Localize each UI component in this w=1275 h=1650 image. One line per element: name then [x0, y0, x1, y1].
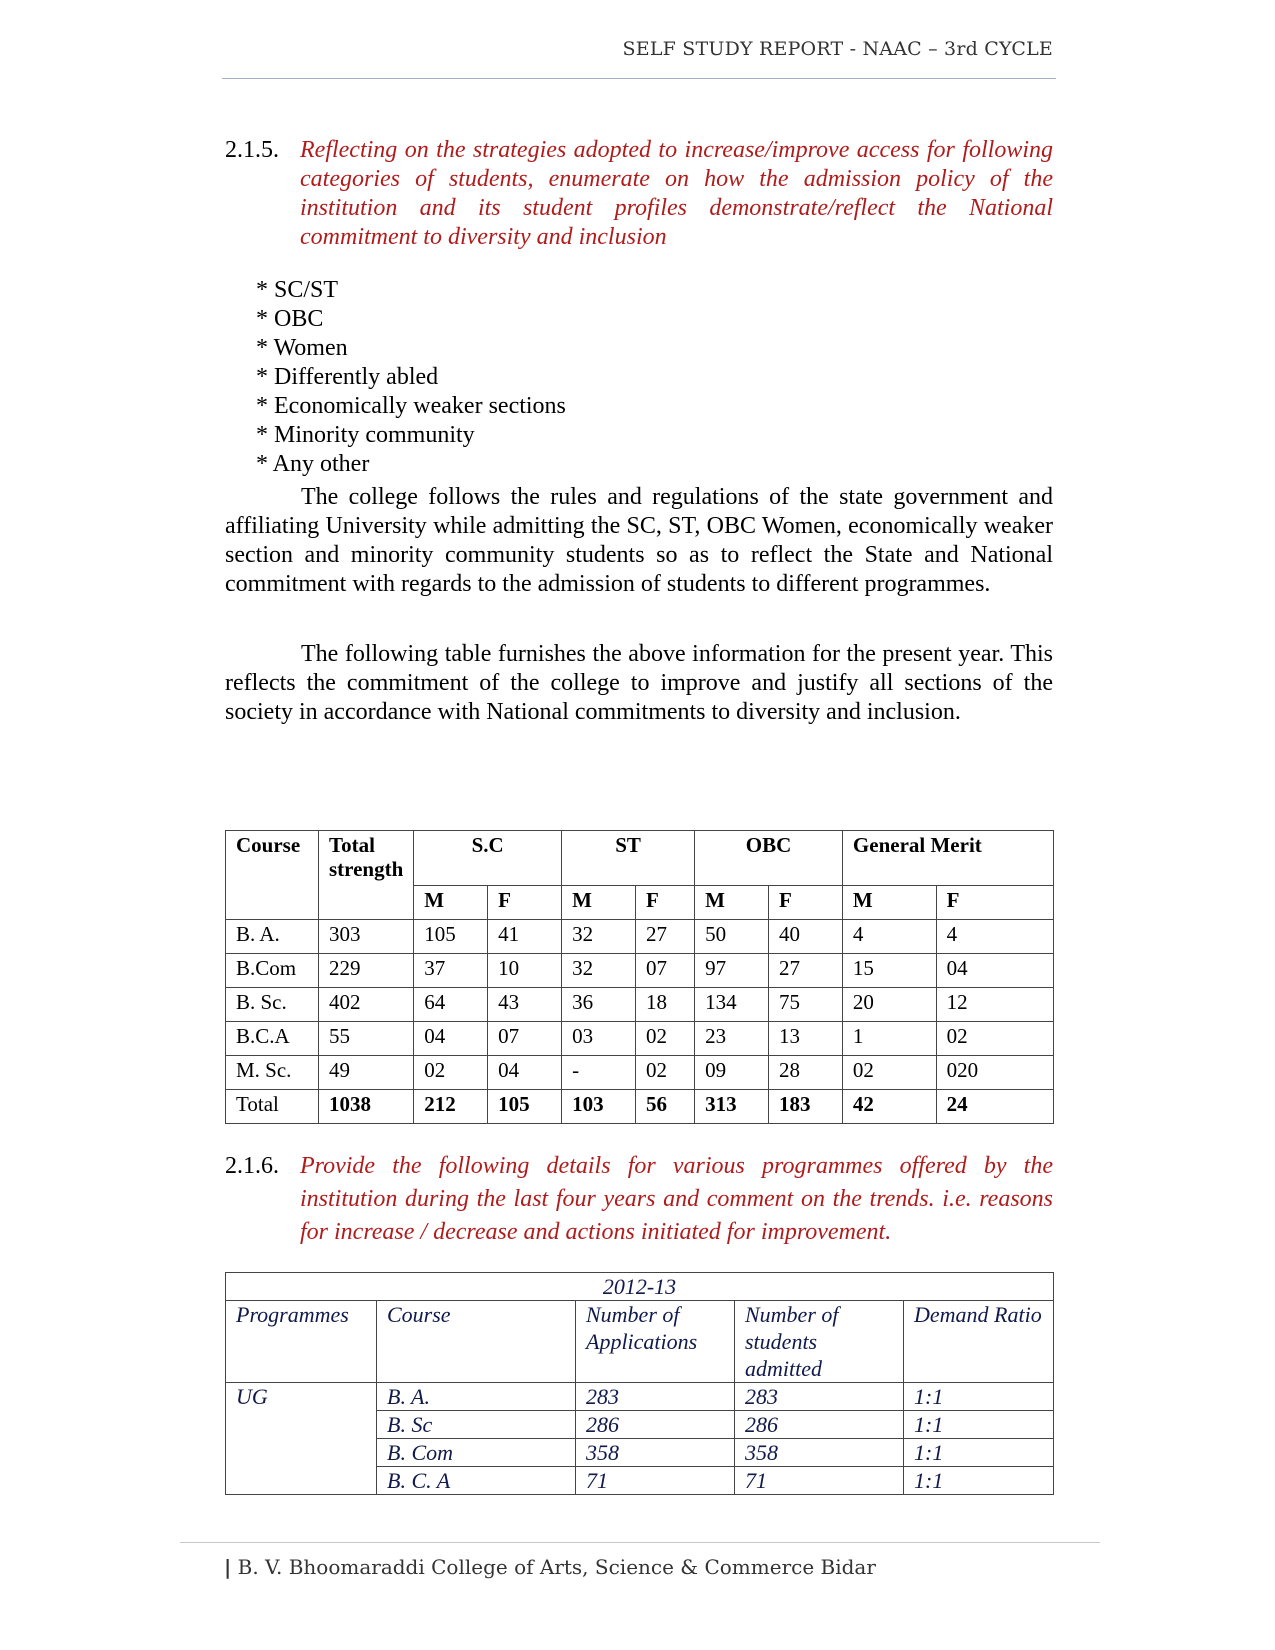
question-2-1-6 [225, 1150, 1053, 1249]
cell: 07 [488, 1022, 562, 1056]
table-header-row [226, 1301, 1054, 1383]
cell: B.C.A [226, 1022, 319, 1056]
cell: 32 [562, 920, 636, 954]
cell: 4 [936, 920, 1053, 954]
cell: 183 [769, 1090, 843, 1124]
table-row [226, 988, 1054, 1022]
cell: 358 [735, 1439, 904, 1467]
cell: 103 [562, 1090, 636, 1124]
question-number: 2.1.5. [225, 137, 279, 163]
cell: 71 [735, 1467, 904, 1495]
list-item: * OBC [256, 306, 324, 332]
header-applications: Number of Applications [576, 1301, 735, 1383]
cell: 02 [842, 1056, 936, 1090]
cell: B. Com [377, 1439, 576, 1467]
cell: 18 [635, 988, 694, 1022]
header-students-admitted: Number of students admitted [735, 1301, 904, 1383]
cell: M. Sc. [226, 1056, 319, 1090]
cell: 229 [319, 954, 414, 988]
cell: B. Sc. [226, 988, 319, 1022]
cell: 1:1 [904, 1383, 1054, 1411]
cell: 1:1 [904, 1467, 1054, 1495]
cell: 283 [576, 1383, 735, 1411]
header-st: ST [562, 831, 695, 886]
header-f: F [635, 886, 694, 920]
cell: 1:1 [904, 1439, 1054, 1467]
cell: 04 [936, 954, 1053, 988]
list-item: * Women [256, 335, 348, 361]
cell: 02 [936, 1022, 1053, 1056]
programme-demand-table [225, 1272, 1054, 1495]
list-item: * SC/ST [256, 277, 339, 303]
cell: 134 [695, 988, 769, 1022]
category-list [256, 276, 566, 479]
header-f: F [488, 886, 562, 920]
cell: 15 [842, 954, 936, 988]
cell: 1 [842, 1022, 936, 1056]
header-course: Course [377, 1301, 576, 1383]
cell: 283 [735, 1383, 904, 1411]
header-divider [222, 78, 1056, 79]
cell: 64 [414, 988, 488, 1022]
cell: 1038 [319, 1090, 414, 1124]
programme-cell: UG [226, 1383, 377, 1495]
footer-text: B. V. Bhoomaraddi College of Arts, Science & Commerce Bidar [237, 1555, 876, 1579]
cell: 40 [769, 920, 843, 954]
cell: 1:1 [904, 1411, 1054, 1439]
cell: 27 [635, 920, 694, 954]
cell: 020 [936, 1056, 1053, 1090]
question-text: Provide the following details for various programmes offered by the institution during the last four years and comment on the trends. i.e. reasons for increase / decrease and actions initiated for improvement. [300, 1153, 1053, 1245]
cell: 04 [488, 1056, 562, 1090]
cell: B. A. [226, 920, 319, 954]
cell: 402 [319, 988, 414, 1022]
cell: 02 [414, 1056, 488, 1090]
table-year-row [226, 1273, 1054, 1301]
cell: 28 [769, 1056, 843, 1090]
cell: B.Com [226, 954, 319, 988]
header-demand-ratio: Demand Ratio [904, 1301, 1054, 1383]
table-row [226, 1056, 1054, 1090]
cell: 75 [769, 988, 843, 1022]
question-number: 2.1.6. [225, 1153, 279, 1179]
list-item: * Economically weaker sections [256, 393, 566, 419]
cell: B. C. A [377, 1467, 576, 1495]
cell: 10 [488, 954, 562, 988]
page-header: SELF STUDY REPORT - NAAC – 3rd CYCLE [622, 38, 1053, 60]
table-row [226, 920, 1054, 954]
cell: 27 [769, 954, 843, 988]
cell: 49 [319, 1056, 414, 1090]
category-admission-table [225, 830, 1054, 1124]
cell: 105 [414, 920, 488, 954]
header-m: M [414, 886, 488, 920]
cell: B. A. [377, 1383, 576, 1411]
header-m: M [562, 886, 636, 920]
cell: - [562, 1056, 636, 1090]
cell: Total [226, 1090, 319, 1124]
header-sc: S.C [414, 831, 562, 886]
header-general-merit: General Merit [842, 831, 1053, 886]
footer-separator: | [224, 1555, 232, 1579]
cell: 286 [735, 1411, 904, 1439]
cell: 32 [562, 954, 636, 988]
table-row [226, 954, 1054, 988]
table-row [226, 1022, 1054, 1056]
cell: 42 [842, 1090, 936, 1124]
header-f: F [936, 886, 1053, 920]
cell: 41 [488, 920, 562, 954]
header-total-strength: Total strength [319, 831, 414, 920]
cell: 04 [414, 1022, 488, 1056]
cell: 02 [635, 1022, 694, 1056]
paragraph-table-intro: The following table furnishes the above information for the present year. This reflects the commitment of the college to improve and justify all sections of the society in accordance with National commitments to diversity and inclusion. [225, 641, 1053, 725]
table-header-row [226, 831, 1054, 886]
cell: 303 [319, 920, 414, 954]
cell: 20 [842, 988, 936, 1022]
cell: 03 [562, 1022, 636, 1056]
cell: 313 [695, 1090, 769, 1124]
header-m: M [695, 886, 769, 920]
cell: 50 [695, 920, 769, 954]
list-item: * Minority community [256, 422, 475, 448]
cell: 43 [488, 988, 562, 1022]
cell: 37 [414, 954, 488, 988]
header-m: M [842, 886, 936, 920]
header-obc: OBC [695, 831, 843, 886]
header-f: F [769, 886, 843, 920]
cell: 36 [562, 988, 636, 1022]
cell: 56 [635, 1090, 694, 1124]
cell: 97 [695, 954, 769, 988]
cell: B. Sc [377, 1411, 576, 1439]
footer-divider [180, 1542, 1100, 1543]
cell: 286 [576, 1411, 735, 1439]
table-total-row [226, 1090, 1054, 1124]
header-course: Course [226, 831, 319, 920]
question-2-1-5 [225, 136, 1053, 252]
year-heading: 2012-13 [226, 1273, 1054, 1301]
cell: 12 [936, 988, 1053, 1022]
question-text: Reflecting on the strategies adopted to increase/improve access for following categories of students, enumerate on how the admission policy of the institution and its student profiles demonstrate/reflect the National commitment to diversity and inclusion [300, 137, 1053, 250]
list-item: * Any other [256, 451, 370, 477]
cell: 02 [635, 1056, 694, 1090]
list-item: * Differently abled [256, 364, 439, 390]
header-programmes: Programmes [226, 1301, 377, 1383]
cell: 09 [695, 1056, 769, 1090]
table-row [226, 1383, 1054, 1411]
cell: 24 [936, 1090, 1053, 1124]
cell: 23 [695, 1022, 769, 1056]
cell: 4 [842, 920, 936, 954]
cell: 212 [414, 1090, 488, 1124]
paragraph-admission-policy: The college follows the rules and regulations of the state government and affiliating University while admitting the SC, ST, OBC Women, economically weaker section and minority community students so as to reflect the State and National commitment with regards to the admission of students to different programmes. [225, 484, 1053, 597]
cell: 07 [635, 954, 694, 988]
cell: 71 [576, 1467, 735, 1495]
cell: 358 [576, 1439, 735, 1467]
page-footer [224, 1555, 876, 1579]
cell: 55 [319, 1022, 414, 1056]
cell: 105 [488, 1090, 562, 1124]
cell: 13 [769, 1022, 843, 1056]
